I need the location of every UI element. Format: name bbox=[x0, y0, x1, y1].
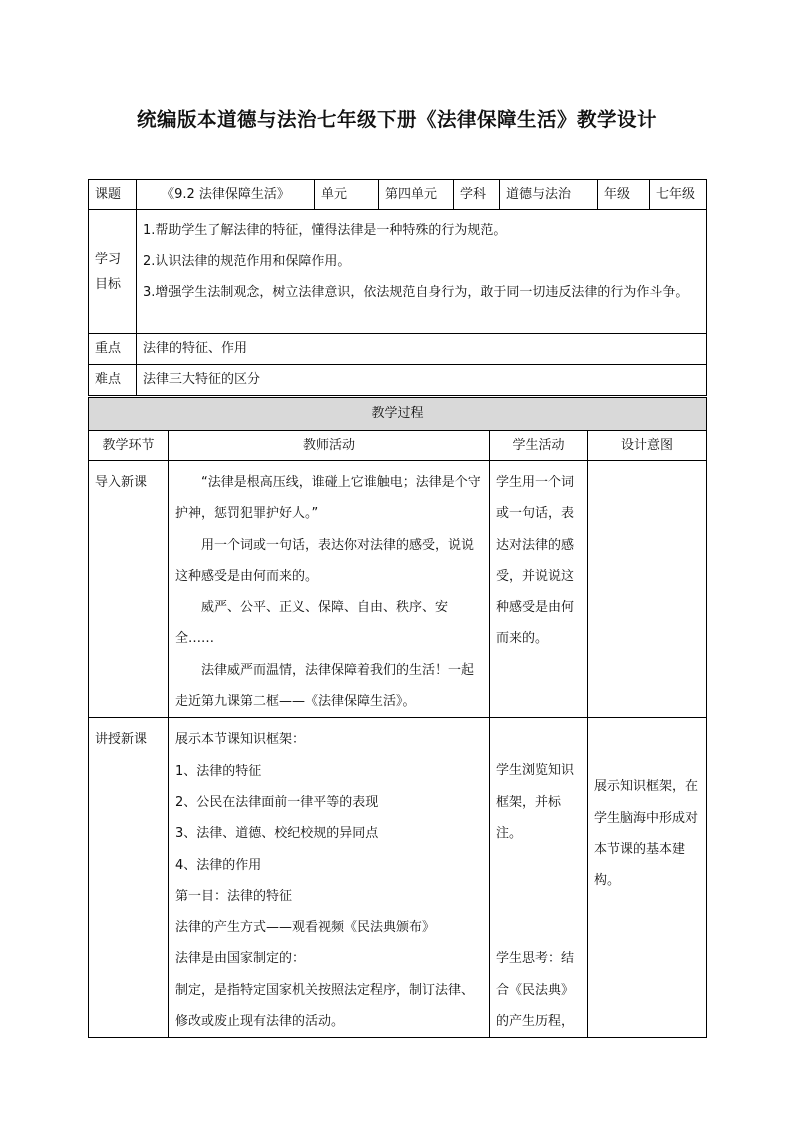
difficulty-label: 难点 bbox=[89, 365, 137, 396]
grade-value: 七年级 bbox=[650, 180, 707, 210]
teacher-line: 3、法律、道德、校纪校规的异同点 bbox=[175, 826, 379, 842]
intent-intro bbox=[588, 461, 707, 718]
subject-value: 道德与法治 bbox=[500, 180, 598, 210]
teacher-activity-intro bbox=[169, 461, 490, 718]
teacher-line: 2、公民在法律面前一律平等的表现 bbox=[175, 794, 379, 810]
student-paragraph: 学生浏览知识框架，并标注。 bbox=[496, 763, 575, 841]
teacher-line: 法律的产生方式——观看视频《民法典颁布》 bbox=[175, 920, 436, 936]
goals-content bbox=[137, 210, 707, 334]
column-header-teacher: 教师活动 bbox=[169, 431, 490, 461]
teacher-line: 1、法律的特征 bbox=[175, 763, 262, 779]
grade-label: 年级 bbox=[598, 180, 650, 210]
teacher-paragraph: 用一个词或一句话，表达你对法律的感受，说说这种感受是由何而来的。 bbox=[175, 537, 475, 584]
subject-label: 学科 bbox=[454, 180, 500, 210]
key-label: 重点 bbox=[89, 334, 137, 365]
goals-label-line-2: 目标 bbox=[95, 276, 122, 292]
process-header: 教学过程 bbox=[89, 398, 707, 431]
teacher-line: 展示本节课知识框架： bbox=[175, 732, 306, 748]
difficulty-value: 法律三大特征的区分 bbox=[137, 365, 707, 396]
intent-paragraph: 展示知识框架，在学生脑海中形成对本节课的基本建构。 bbox=[594, 779, 699, 889]
document-title: 统编版本道德与法治七年级下册《法律保障生活》教学设计 bbox=[136, 108, 657, 131]
student-activity-new-lesson bbox=[490, 718, 588, 1038]
key-value: 法律的特征、作用 bbox=[137, 334, 707, 365]
teacher-paragraph: 威严、公平、正义、保障、自由、秩序、安全…… bbox=[175, 600, 449, 647]
teacher-line: 法律是由国家制定的： bbox=[175, 951, 306, 967]
lesson-info-table bbox=[88, 179, 707, 396]
goal-item: 2.认识法律的规范作用和保障作用。 bbox=[143, 254, 351, 269]
column-header-intent: 设计意图 bbox=[588, 431, 707, 461]
lesson-value: 《9.2 法律保障生活》 bbox=[137, 180, 315, 210]
teacher-paragraph: 法律威严而温情，法律保障着我们的生活！一起走近第九课第二框——《法律保障生活》。 bbox=[175, 662, 475, 710]
teaching-process-table bbox=[88, 397, 707, 1038]
lesson-label: 课题 bbox=[89, 180, 137, 210]
goals-label bbox=[89, 210, 137, 334]
goals-label-line-1: 学习 bbox=[95, 251, 122, 267]
column-header-stage: 教学环节 bbox=[89, 431, 169, 461]
student-activity-intro bbox=[490, 461, 588, 718]
teacher-line: 4、法律的作用 bbox=[175, 857, 262, 873]
column-header-student: 学生活动 bbox=[490, 431, 588, 461]
intent-new-lesson bbox=[588, 718, 707, 1038]
unit-value: 第四单元 bbox=[379, 180, 454, 210]
teacher-line: 制定，是指特定国家机关按照法定程序，制订法律、修改或废止现有法律的活动。 bbox=[175, 982, 475, 1030]
student-paragraph: 学生思考：结合《民法典》的产生历程， bbox=[496, 951, 575, 1029]
student-paragraph: 学生用一个词或一句话，表达对法律的感受，并说说这种感受是由何而来的。 bbox=[496, 475, 575, 647]
teacher-line: 第一目：法律的特征 bbox=[175, 888, 293, 904]
stage-intro bbox=[89, 461, 169, 718]
stage-new-lesson bbox=[89, 718, 169, 1038]
stage-label: 导入新课 bbox=[95, 475, 148, 490]
unit-label: 单元 bbox=[315, 180, 379, 210]
teacher-paragraph: “法律是根高压线，谁碰上它谁触电；法律是个守护神，惩罚犯罪护好人。” bbox=[175, 475, 481, 522]
goal-item: 3.增强学生法制观念，树立法律意识，依法规范自身行为，敢于同一切违反法律的行为作斗争。 bbox=[143, 285, 689, 300]
goal-item: 1.帮助学生了解法律的特征，懂得法律是一种特殊的行为规范。 bbox=[143, 223, 507, 238]
teacher-activity-new-lesson bbox=[169, 718, 490, 1038]
stage-label: 讲授新课 bbox=[95, 732, 148, 748]
